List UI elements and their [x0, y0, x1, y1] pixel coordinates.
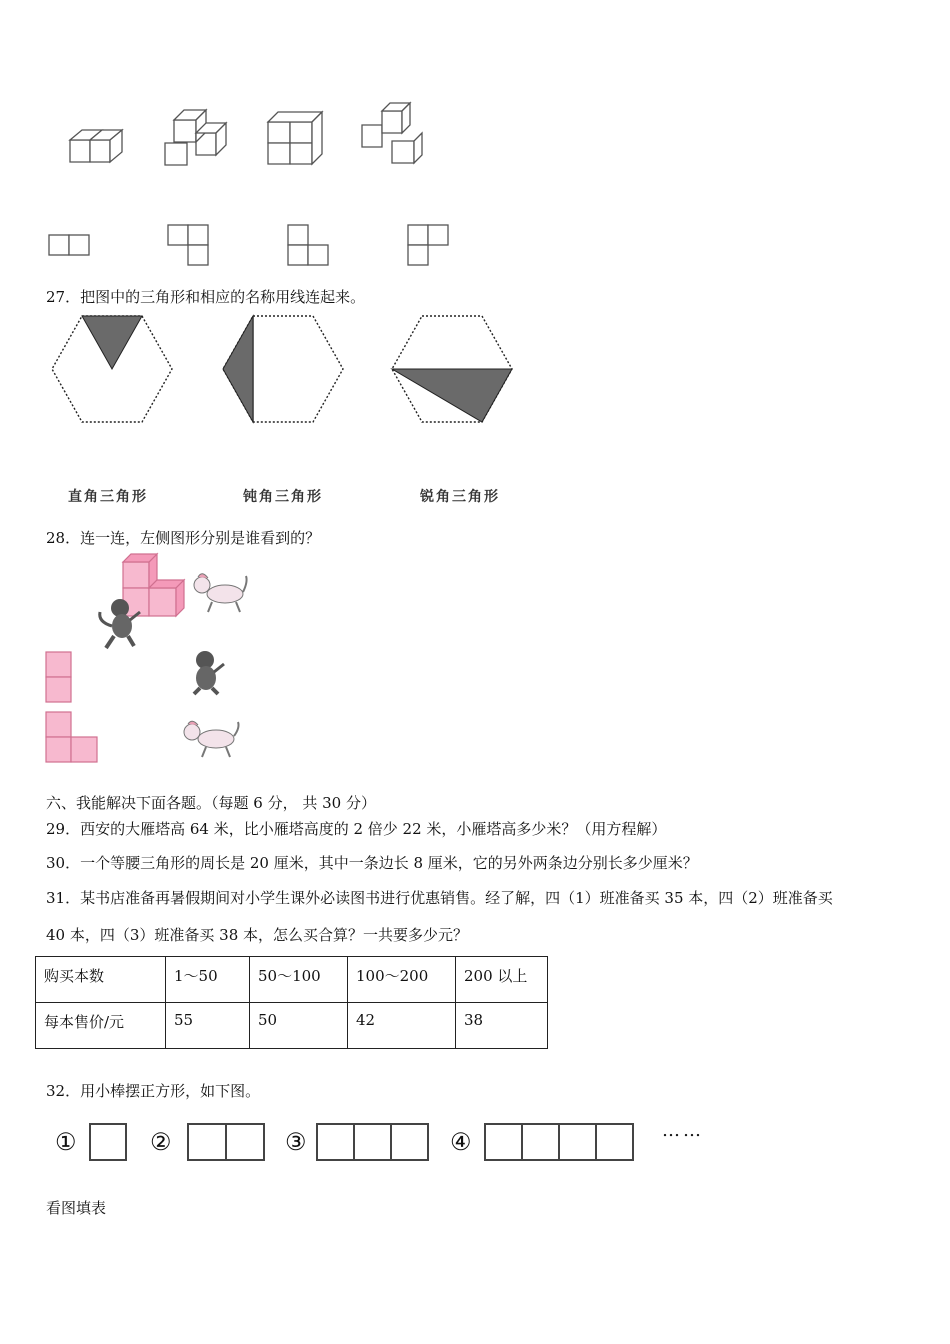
stick-square-2 — [188, 1124, 264, 1160]
view-l-shape — [46, 712, 97, 762]
cube-group-3 — [268, 112, 322, 164]
dog-icon — [194, 574, 247, 612]
table-cell: 每本售价/元 — [36, 1003, 166, 1049]
hexagon-2 — [223, 316, 343, 422]
question-31-line-2: 40 本，四（3）班准备买 38 本，怎么买合算？一共要多少元？ — [46, 926, 469, 944]
table-row — [36, 1003, 548, 1049]
table-cell: 55 — [166, 1003, 250, 1049]
section-6-heading: 六、我能解决下面各题。（每题 6 分， 共 30 分） — [46, 794, 376, 812]
stick-squares-figure — [80, 1118, 650, 1168]
label-acute-triangle: 锐角三角形 — [420, 489, 500, 505]
cube-group-1 — [70, 130, 122, 162]
stick-square-1 — [90, 1124, 126, 1160]
table-cell: 购买本数 — [36, 957, 166, 1003]
table-cell: 100～200 — [348, 957, 456, 1003]
table-cell: 200 以上 — [456, 957, 548, 1003]
figure-label-4: ④ — [450, 1128, 472, 1156]
table-cell: 42 — [348, 1003, 456, 1049]
ellipsis: …… — [662, 1120, 704, 1141]
question-28: 28．连一连，左侧图形分别是谁看到的？ — [46, 529, 321, 547]
table-cell: 50 — [250, 1003, 348, 1049]
figure-label-1: ① — [55, 1128, 77, 1156]
figure-label-2: ② — [150, 1128, 172, 1156]
price-table — [35, 956, 548, 1049]
hexagon-1 — [52, 316, 172, 422]
pink-cube-group — [123, 554, 184, 616]
cube-views-figure — [40, 95, 460, 275]
question-27: 27．把图中的三角形和相应的名称用线连起来。 — [46, 288, 366, 306]
question-30: 30．一个等腰三角形的周长是 20 厘米，其中一条边长 8 厘米，它的另外两条边分别长多少厘米？ — [46, 854, 698, 872]
table-cell: 38 — [456, 1003, 548, 1049]
view-vertical-pair — [46, 652, 71, 702]
dog-icon-2 — [184, 721, 239, 757]
view-3 — [288, 225, 328, 265]
table-cell: 50～100 — [250, 957, 348, 1003]
fill-table-note: 看图填表 — [46, 1199, 107, 1217]
monkey-icon-2 — [194, 651, 224, 694]
label-right-triangle: 直角三角形 — [68, 489, 148, 505]
question-32: 32．用小棒摆正方形，如下图。 — [46, 1082, 261, 1100]
cube-group-2 — [165, 110, 226, 165]
table-cell: 1～50 — [166, 957, 250, 1003]
view-4 — [408, 225, 448, 265]
view-2 — [168, 225, 208, 265]
hexagon-triangles-figure — [50, 312, 530, 427]
observer-figure — [40, 552, 270, 767]
table-row — [36, 957, 548, 1003]
question-29: 29．西安的大雁塔高 64 米，比小雁塔高度的 2 倍少 22 米，小雁塔高多少米？（用方程解） — [46, 820, 667, 838]
hexagon-3 — [392, 316, 512, 422]
stick-square-4 — [485, 1124, 633, 1160]
view-1 — [49, 235, 89, 255]
question-31-line-1: 31．某书店准备再暑假期间对小学生课外必读图书进行优惠销售。经了解，四（1）班准备买 35 本，四（2）班准备买 — [46, 889, 833, 907]
label-obtuse-triangle: 钝角三角形 — [243, 489, 323, 505]
cube-group-4 — [362, 103, 422, 163]
stick-square-3 — [317, 1124, 428, 1160]
figure-label-3: ③ — [285, 1128, 307, 1156]
